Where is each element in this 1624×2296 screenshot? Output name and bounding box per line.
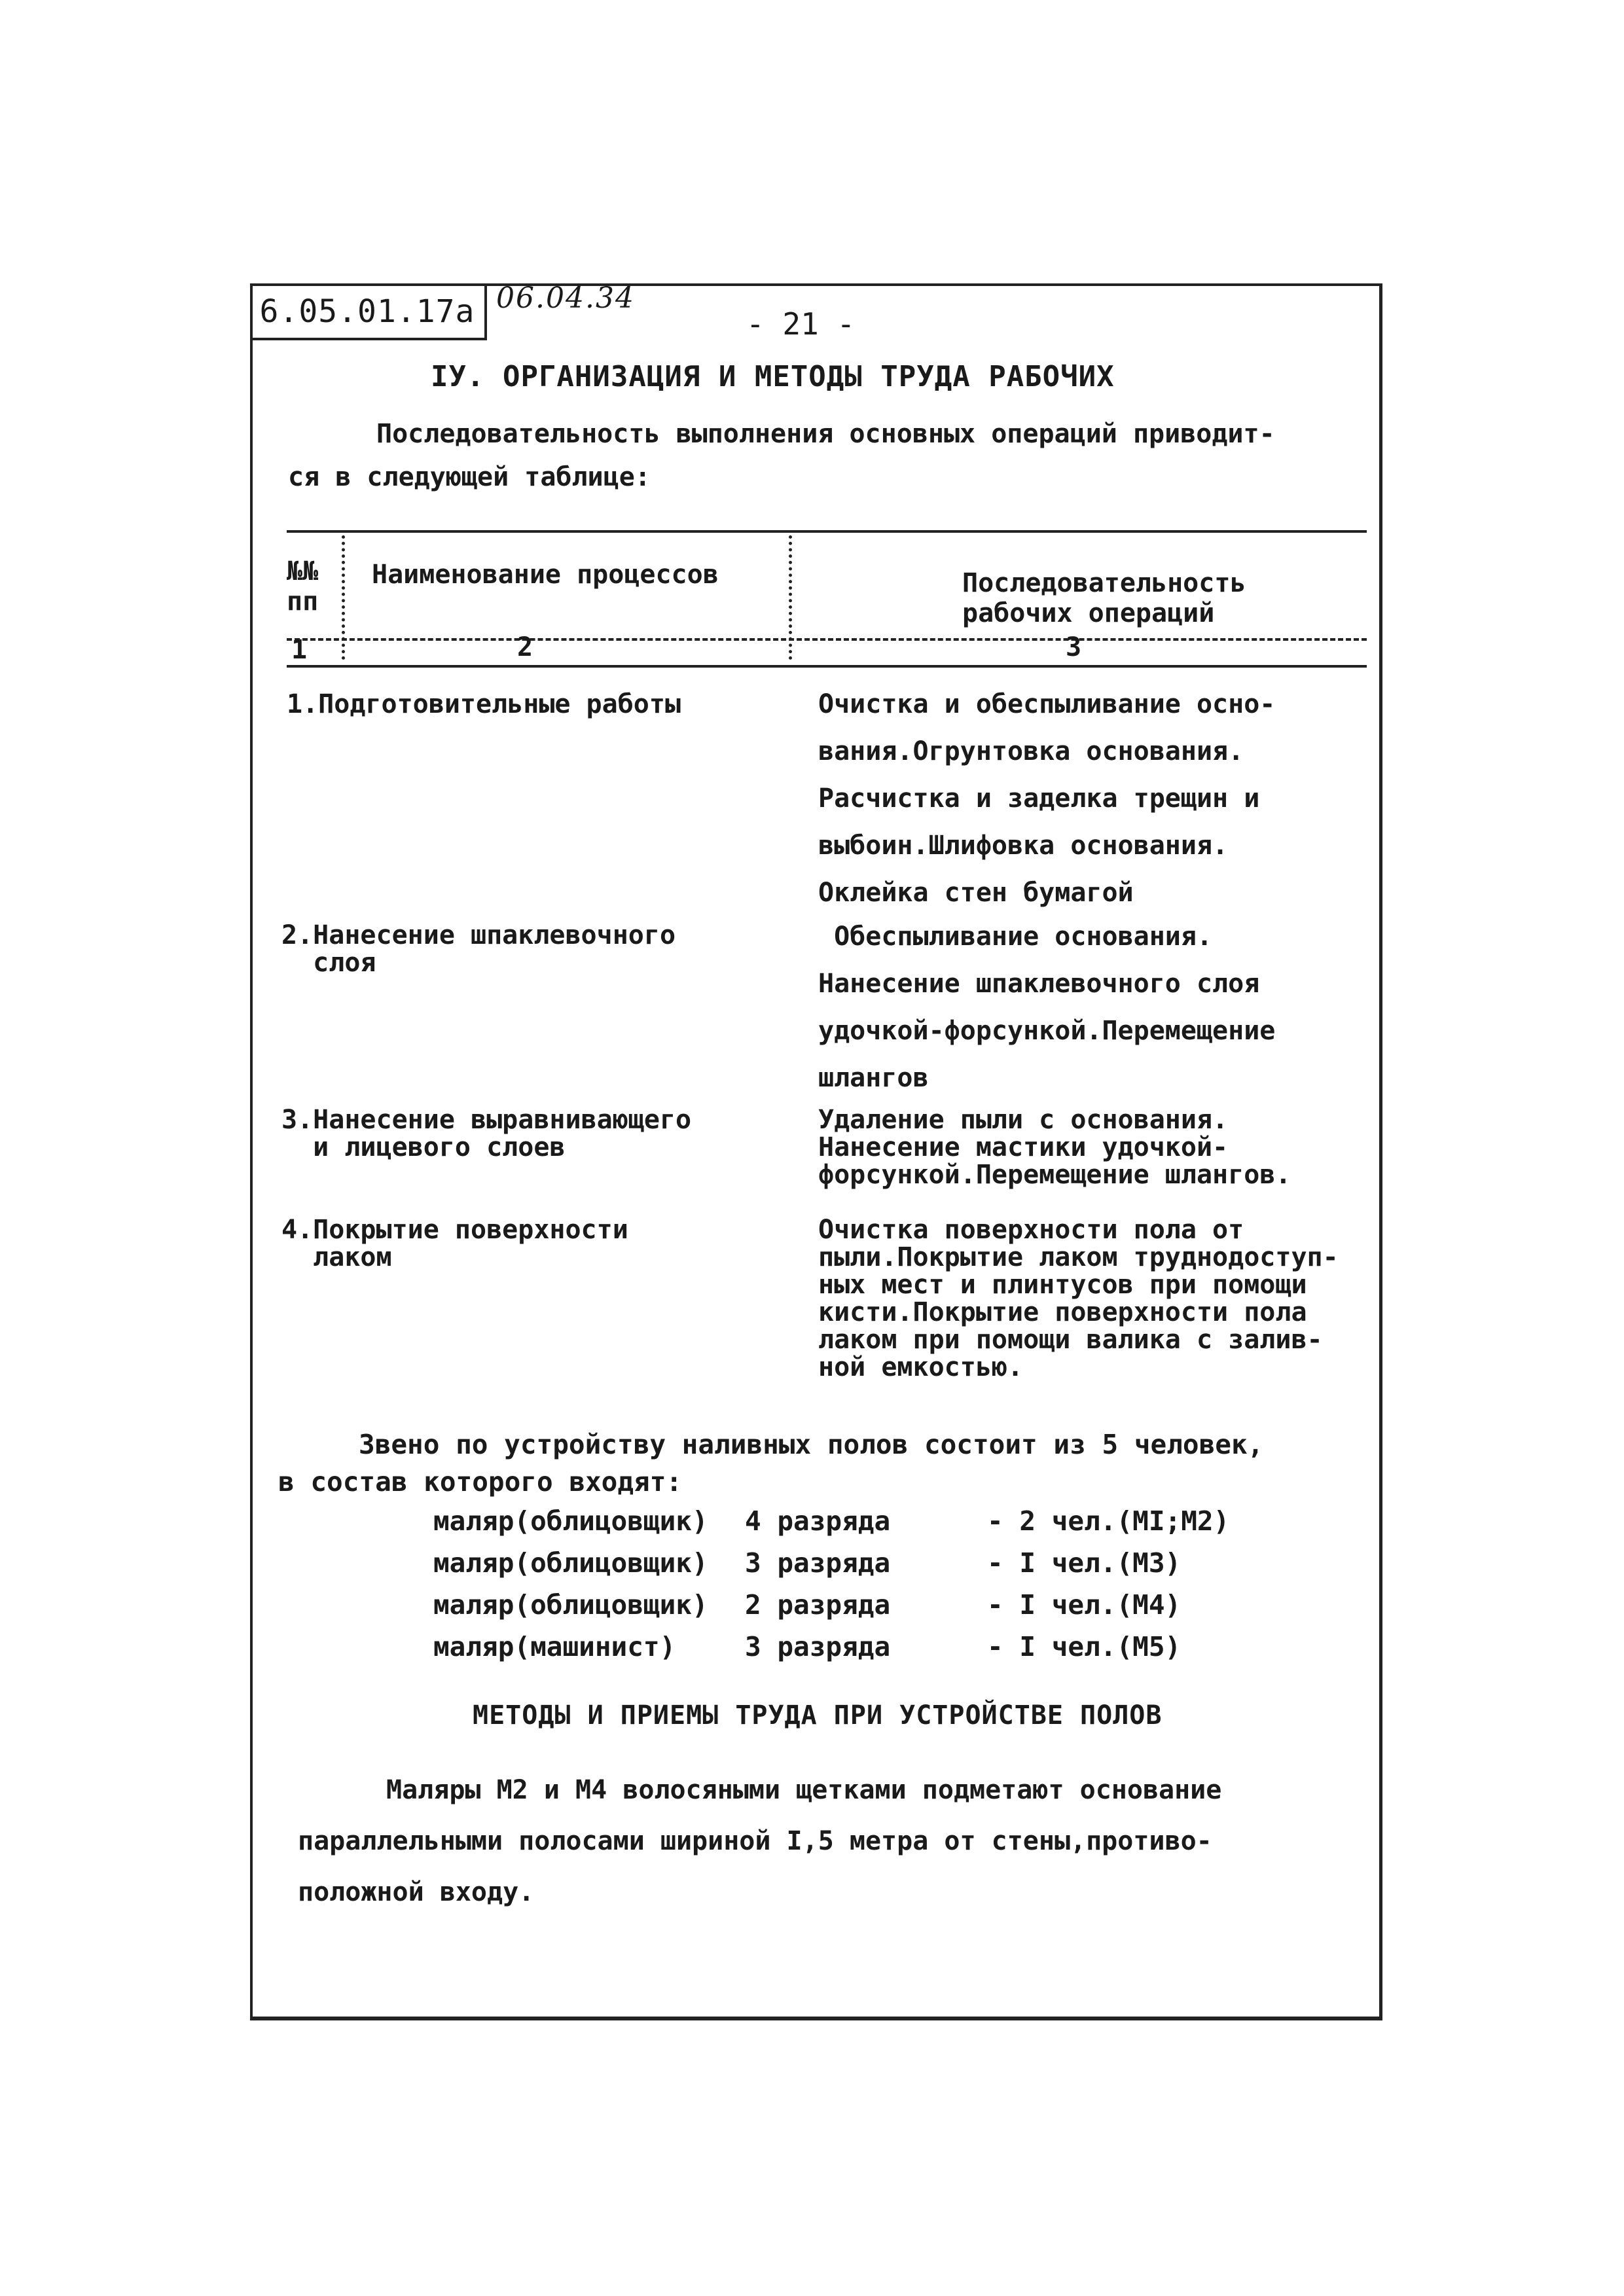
- methods-line-3: положной входу.: [298, 1877, 535, 1907]
- row-3-process: 3.Нанесение выравнивающего и лицевого слоев: [281, 1105, 692, 1162]
- header-operations-line2: рабочих операций: [962, 598, 1215, 628]
- header-num-line1: №№: [287, 556, 319, 586]
- methods-line-1: Маляры М2 и М4 волосяными щетками подметают основание: [386, 1775, 1222, 1805]
- intro-line-1: Последовательность выполнения основных операций приводит-: [376, 419, 1275, 449]
- crew-member-4-role: маляр(машинист): [433, 1631, 676, 1662]
- crew-member-3-count: - I чел.(М4): [987, 1589, 1182, 1621]
- crew-member-1-grade: 4 разряда: [745, 1505, 891, 1537]
- crew-member-1-count: - 2 чел.(МI;М2): [987, 1505, 1230, 1537]
- row-1-operations: Очистка и обеспыливание осно- вания.Огрунтовка основания. Расчистка и заделка трещин и выбоин.Шлифовка основания. Оклейка стен бумагой: [818, 689, 1276, 908]
- handwritten-date: 06.04.34: [496, 281, 635, 315]
- crew-member-4-grade: 3 разряда: [745, 1631, 891, 1662]
- methods-title: МЕТОДЫ И ПРИЕМЫ ТРУДА ПРИ УСТРОЙСТВЕ ПОЛОВ: [473, 1700, 1163, 1731]
- row-4-process: 4.Покрытие поверхности лаком: [281, 1215, 628, 1272]
- row-1-process: 1.Подготовительные работы: [287, 689, 681, 719]
- row-4-operations: Очистка поверхности пола от пыли.Покрытие лаком труднодоступ- ных мест и плинтусов при помощи кисти.Покрытие поверхности пола лаком при помощи валика с залив- ной емкостью.: [818, 1215, 1339, 1382]
- crew-member-2-role: маляр(облицовщик): [433, 1547, 708, 1579]
- row-3-operations: Удаление пыли с основания. Нанесение мастики удочкой- форсункой.Перемещение шлангов.: [818, 1105, 1291, 1190]
- section-title: IУ. ОРГАНИЗАЦИЯ И МЕТОДЫ ТРУДА РАБОЧИХ: [431, 360, 1115, 393]
- header-operations: [962, 568, 1246, 628]
- table-col-divider-2: [789, 535, 792, 660]
- crew-member-4-count: - I чел.(М5): [987, 1631, 1182, 1662]
- table-col-divider-1: [342, 535, 345, 660]
- table-top-rule: [287, 530, 1367, 533]
- crew-intro-line-2: в состав которого входят:: [278, 1466, 683, 1498]
- header-num: [287, 556, 339, 617]
- table-colnum-rule: [287, 665, 1367, 668]
- table-header-rule: [287, 638, 1367, 641]
- crew-member-3-grade: 2 разряда: [745, 1589, 891, 1621]
- document-code: 6.05.01.17а: [250, 283, 487, 340]
- header-num-line2: пп: [287, 586, 319, 617]
- crew-member-3-role: маляр(облицовщик): [433, 1589, 708, 1621]
- crew-member-2-count: - I чел.(М3): [987, 1547, 1182, 1579]
- crew-intro-line-1: Звено по устройству наливных полов состоит из 5 человек,: [359, 1429, 1264, 1460]
- header-operations-line1: Последовательность: [962, 568, 1246, 598]
- row-2-process: 2.Нанесение шпаклевочного слоя: [281, 920, 676, 978]
- header-process: Наименование процессов: [372, 560, 719, 590]
- page-number: - 21 -: [746, 306, 856, 342]
- row-2-operations: Обеспыливание основания. Нанесение шпаклевочного слоя удочкой-форсункой.Перемещение шлангов: [818, 922, 1276, 1093]
- colnum-2: 2: [517, 632, 533, 662]
- methods-line-2: параллельными полосами шириной I,5 метра от стены,противо-: [298, 1826, 1212, 1856]
- crew-member-1-role: маляр(облицовщик): [433, 1505, 708, 1537]
- colnum-1: 1: [291, 635, 308, 665]
- crew-member-2-grade: 3 разряда: [745, 1547, 891, 1579]
- intro-line-2: ся в следующей таблице:: [288, 462, 651, 492]
- colnum-3: 3: [1066, 632, 1082, 662]
